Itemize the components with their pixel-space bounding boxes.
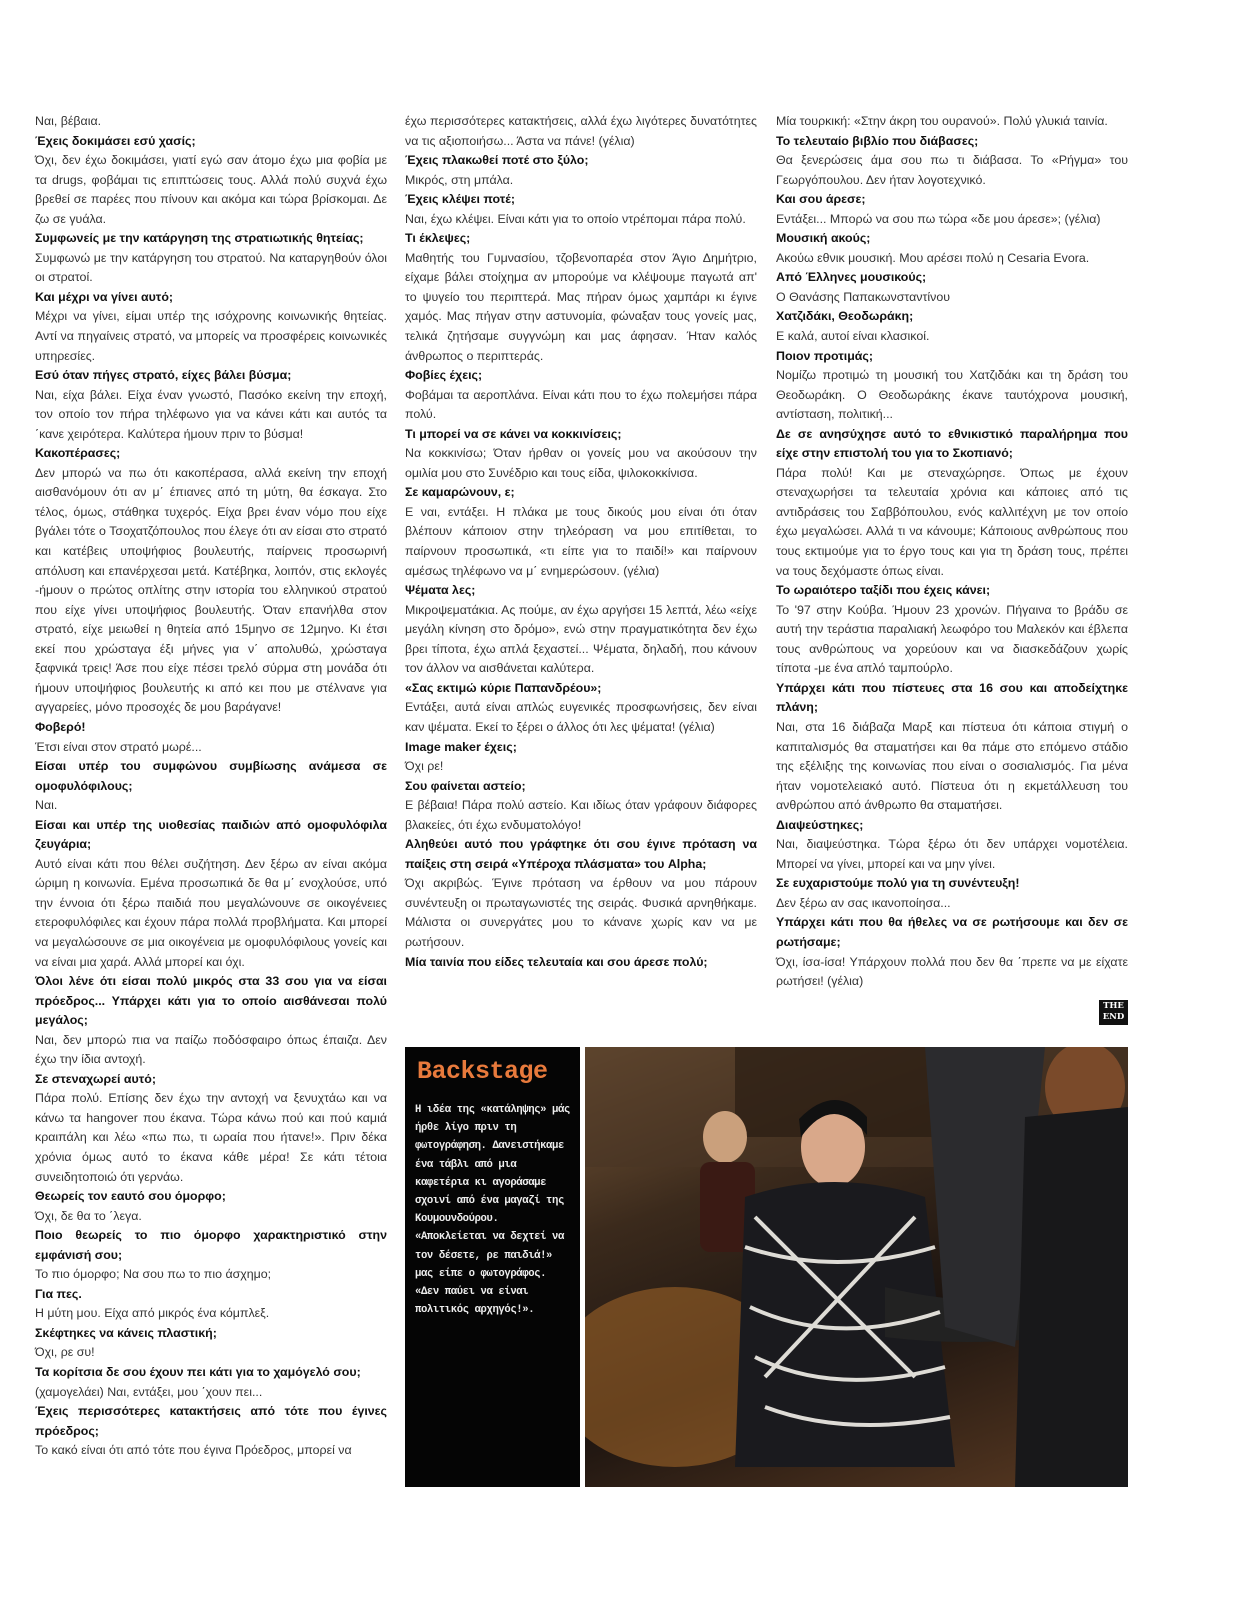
article-column-1	[35, 112, 387, 1461]
interview-question: Θεωρείς τον εαυτό σου όμορφο;	[35, 1189, 226, 1204]
interview-question: Σε στεναχωρεί αυτό;	[35, 1071, 156, 1086]
interview-answer: Ναι, δεν μπορώ πια να παίζω ποδόσφαιρο όπως έπαιζα. Δεν έχω την ίδια αντοχή.	[35, 1032, 387, 1067]
interview-question: Σε ευχαριστούμε πολύ για τη συνέντευξη!	[776, 876, 1020, 891]
interview-question: Έχεις πλακωθεί ποτέ στο ξύλο;	[405, 153, 589, 168]
interview-answer: Να κοκκινίσω; Όταν ήρθαν οι γονείς μου να ακούσουν την ομιλία μου στο Συνέδριο και τους είδα, ψιλοκοκκίνισα.	[405, 446, 757, 480]
interview-answer: Όχι, ρε συ!	[35, 1345, 95, 1360]
interview-answer: Ναι.	[35, 798, 58, 813]
interview-question: Υπάρχει κάτι που θα ήθελες να σε ρωτήσουμε και δεν σε ρωτήσαμε;	[776, 915, 1128, 949]
interview-answer: Νομίζω προτιμώ τη μουσική του Χατζιδάκι και τη δράση του Θεοδωράκη. Ο Θεοδωράκης έκανε ταυτόχρονα μουσική, αντίσταση, πολιτική...	[776, 368, 1128, 422]
interview-answer: Το κακό είναι ότι από τότε που έγινα Πρόεδρος, μπορεί να	[35, 1443, 352, 1458]
interview-question: Έχεις κλέψει ποτέ;	[405, 192, 516, 207]
interview-answer: Πάρα πολύ. Επίσης δεν έχω την αντοχή να ξενυχτάω και να κάνω τα hangover που έκανα. Τώρα κάνω πού και πού καμιά κραιπάλη και λέω «πω πω, τι ωραία που ήτανε!». Πριν δέκα χρόνια όμως αυτό το έκανα κάθε μέρα! Σε κάτι τέτοια συνειδητοποιώ ότι γερνάω.	[35, 1091, 387, 1184]
interview-answer: Το '97 στην Κούβα. Ήμουν 23 χρονών. Πήγαινα το βράδυ σε αυτή την τεράστια παραλιακή λεωφόρο του Μαλεκόν και έβλεπα τους ανθρώπους να χορεύουν και να διασκεδάζουν χωρίς τίποτα -με ένα απλό ταμπούρλο.	[776, 602, 1128, 676]
interview-question: Κακοπέρασες;	[35, 446, 121, 461]
interview-question: Το ωραιότερο ταξίδι που έχεις κάνει;	[776, 583, 991, 598]
end-logo-line1: THE	[1103, 1001, 1124, 1011]
interview-answer: Ναι, έχω κλέψει. Είναι κάτι για το οποίο ντρέπομαι πάρα πολύ.	[405, 211, 746, 226]
interview-question: Έχεις περισσότερες κατακτήσεις από τότε που έγινες πρόεδρος;	[35, 1404, 387, 1438]
interview-answer: Μικροψεματάκια. Ας πούμε, αν έχω αργήσει 15 λεπτά, λέω «είχε μεγάλη κίνηση στο δρόμο», ενώ στην πραγματικότητα δεν έχω βρει τίποτα, έχω απλά ξεχαστεί... Ψέματα, δηλαδή, που κάνουν τον άλλον να αισθάνεται καλύτερα.	[405, 602, 757, 676]
interview-question: Είσαι υπέρ του συμφώνου συμβίωσης ανάμεσα σε ομοφυλόφιλους;	[35, 759, 387, 793]
interview-answer: Ναι, βέβαια.	[35, 114, 102, 128]
interview-answer: Η μύτη μου. Είχα από μικρός ένα κόμπλεξ.	[35, 1306, 270, 1321]
interview-question: «Σας εκτιμώ κύριε Παπανδρέου»;	[405, 680, 602, 695]
backstage-title: Backstage	[417, 1057, 548, 1086]
interview-question: Τι έκλεψες;	[405, 231, 471, 246]
interview-question: Το τελευταίο βιβλίο που διάβασες;	[776, 133, 979, 148]
interview-answer: Ναι, είχα βάλει. Είχα έναν γνωστό, Πασόκο εκείνη την εποχή, τον οποίο τον πήρα τηλέφωνο για να κάνει κάτι και αυτός τα ΄κανε χειρότερα. Καλύτερα ήμουν πριν το βύσμα!	[35, 387, 387, 441]
interview-answer: Συμφωνώ με την κατάργηση του στρατού. Να καταργηθούν όλοι οι στρατοί.	[35, 250, 387, 285]
interview-answer: Φοβάμαι τα αεροπλάνα. Είναι κάτι που το έχω πολεμήσει πάρα πολύ.	[405, 387, 757, 422]
interview-answer: Αυτό είναι κάτι που θέλει συζήτηση. Δεν ξέρω αν είναι ακόμα ώριμη η κοινωνία. Εμένα προσωπικά δε θα μ΄ ενοχλούσε, υπό την έννοια ότι ξέρω παιδιά που μεγαλώνουνε σε οικογένειες ετεροφυλόφιλες και έχουν πάρα πολλά προβλήματα. Και μπορεί να μεγαλώσουνε σε μια οικογένεια με ομοφυλόφιλους γονείς και να είναι μια χαρά. Αλλά μπορεί και όχι.	[35, 856, 387, 969]
interview-question: Συμφωνείς με την κατάργηση της στρατιωτικής θητείας;	[35, 231, 364, 246]
interview-question: Τι μπορεί να σε κάνει να κοκκινίσεις;	[405, 426, 622, 441]
interview-answer: Μαθητής του Γυμνασίου, τζοβενοπαρέα στον Άγιο Δημήτριο, είχαμε βάλει στοίχημα αν μπορούμε να κλέψουμε παγωτά απ' το ψυγείο του περιπτερά. Μας πήραν όμως χαμπάρι κι έγινε χαμός. Μας πήγαν στην αστυνομία, φώναξαν τους γονείς μας, τελικά ζητήσαμε συγγνώμη και μας άφησαν. Ήταν καλός άνθρωπος ο περιπτεράς.	[405, 250, 757, 363]
interview-answer: Ναι, στα 16 διάβαζα Μαρξ και πίστευα ότι κάποια στιγμή ο καπιταλισμός θα σταματήσει και θα πάμε στο επόμενο στάδιο της εξέλιξης της κοινωνίας που είναι ο σοσιαλισμός. Για μένα ήταν νομοτελειακό αυτό. Πίστευα ότι η εκμετάλλευση του ανθρώπου από άνθρωπο θα σταματήσει.	[776, 719, 1128, 813]
interview-answer: Εντάξει, αυτά είναι απλώς ευγενικές προσφωνήσεις, δεν είναι καν ψέματα. Εκεί το ξέρει ο άλλος ότι λες ψέματα! (γέλια)	[405, 700, 757, 734]
interview-question: Και μέχρι να γίνει αυτό;	[35, 289, 174, 304]
interview-answer: Δεν ξέρω αν σας ικανοποίησα...	[776, 895, 951, 910]
interview-answer: Όχι ρε!	[405, 759, 444, 774]
interview-answer: Ακούω εθνικ μουσική. Μου αρέσει πολύ η Cesaria Evora.	[776, 250, 1090, 265]
interview-question: Φοβερό!	[35, 719, 86, 734]
backstage-text: Η ιδέα της «κατάληψης» μάς ήρθε λίγο πριν τη φωτογράφηση. Δανειστήκαμε ένα τάβλι από μια καφετέρια κι αγοράσαμε σχοινί από ένα μαγαζί της Κουμουνδούρου. «Αποκλείεται να δεχτεί να τον δέσετε, ρε παιδιά!» μας είπε ο φωτογράφος. «Δεν παύει να είναι πολιτικός αρχηγός!».	[415, 1104, 570, 1317]
interview-answer: Το πιο όμορφο; Να σου πω το πιο άσχημο;	[35, 1267, 272, 1282]
interview-question: Εσύ όταν πήγες στρατό, είχες βάλει βύσμα;	[35, 368, 292, 383]
interview-answer: Μέχρι να γίνει, είμαι υπέρ της ισόχρονης κοινωνικής θητείας. Αντί να πηγαίνεις στρατό, να μπορείς να προσφέρεις κοινωνικές υπηρεσίες.	[35, 309, 387, 363]
interview-question: Για πες.	[35, 1286, 82, 1301]
interview-question: Υπάρχει κάτι που πίστευες στα 16 σου και αποδείχτηκε πλάνη;	[776, 680, 1128, 715]
interview-answer: (χαμογελάει) Ναι, εντάξει, μου ΄χουν πει...	[35, 1384, 263, 1399]
interview-answer: Θα ξενερώσεις άμα σου πω τι διάβασα. Το «Ρήγμα» του Γεωργόπουλου. Δεν ήταν λογοτεχνικό.	[776, 153, 1128, 187]
interview-answer: Ε ναι, εντάξει. Η πλάκα με τους δικούς μου είναι ότι όταν βλέπουν κάποιον στην τηλεόραση να μου επιτίθεται, το παίρνουν προσωπικά, «τι είπε για το παιδί!» και παίρνουν αμέσως τηλέφωνο να μ΄ ενημερώσουν. (γέλια)	[405, 504, 757, 578]
interview-question: Σκέφτηκες να κάνεις πλαστική;	[35, 1325, 217, 1340]
interview-question: Διαψεύστηκες;	[776, 817, 864, 832]
interview-question: Μία ταινία που είδες τελευταία και σου άρεσε πολύ;	[405, 954, 708, 969]
interview-question: Τα κορίτσια δε σου έχουν πει κάτι για το χαμόγελό σου;	[35, 1365, 361, 1379]
interview-answer: Ε καλά, αυτοί είναι κλασικοί.	[776, 329, 930, 344]
interview-answer: Ε βέβαια! Πάρα πολύ αστείο. Και ιδίως όταν γράφουν διάφορες βλακείες, ότι έχω ενδυματολόγο!	[405, 798, 757, 832]
the-end-logo	[1099, 1000, 1128, 1025]
interview-answer: Έτσι είναι στον στρατό μωρέ...	[35, 739, 202, 754]
interview-answer: Μία τουρκική: «Στην άκρη του ουρανού». Πολύ γλυκιά ταινία.	[776, 114, 1108, 128]
end-logo-line2: END	[1102, 1012, 1125, 1022]
interview-answer: Πάρα πολύ! Και με στεναχώρησε. Όπως με έχουν στεναχωρήσει τα τελευταία χρόνια και κάποιες από τις αντιδράσεις του Σαββόπουλου, ενός καλλιτέχνη με τον οποίο έχω μεγαλώσει. Αλλά τι να κάνουμε; Κάποιους ανθρώπους που τους εκτιμούμε για το έργο τους και για τη δράση τους, πρέπει να τους δεχόμαστε όπως είναι.	[776, 465, 1128, 578]
interview-question: Φοβίες έχεις;	[405, 368, 483, 383]
interview-answer: Όχι, ίσα-ίσα! Υπάρχουν πολλά που δεν θα ΄πρεπε να με είχατε ρωτήσει! (γέλια)	[776, 954, 1128, 989]
article-column-3	[776, 112, 1128, 992]
interview-question: Ψέματα λες;	[405, 583, 476, 598]
interview-question: Δε σε ανησύχησε αυτό το εθνικιστικό παραλήρημα που είχε στην επιστολή του για το Σκοπιανό;	[776, 426, 1128, 461]
interview-answer: Ναι, διαψεύστηκα. Τώρα ξέρω ότι δεν υπάρχει νομοτέλεια. Μπορεί να γίνει, μπορεί και να μην γίνει.	[776, 837, 1128, 871]
photo-illustration	[585, 1047, 1128, 1487]
interview-question: Έχεις δοκιμάσει εσύ χασίς;	[35, 133, 196, 148]
interview-answer: Εντάξει... Μπορώ να σου πω τώρα «δε μου άρεσε»; (γέλια)	[776, 211, 1101, 226]
interview-question: Όλοι λένε ότι είσαι πολύ μικρός στα 33 σου για να είσαι πρόεδρος... Υπάρχει κάτι για το οποίο αισθάνεσαι πολύ μεγάλος;	[35, 974, 387, 1028]
interview-question: Από Έλληνες μουσικούς;	[776, 270, 927, 285]
interview-question: Σε καμαρώνουν, ε;	[405, 485, 515, 500]
interview-question: Σου φαίνεται αστείο;	[405, 778, 526, 793]
article-column-2	[405, 112, 757, 972]
backstage-photo	[585, 1047, 1128, 1487]
interview-answer: Δεν μπορώ να πω ότι κακοπέρασα, αλλά εκείνη την εποχή αισθανόμουν ότι αν μ΄ έπιανες από τη μύτη, θα έσκαγα. Στο τέλος, όμως, στάθηκα τυχερός. Είχα βρει έναν νόμο που είχε βγάλει τότε ο Τσοχατζόπουλος που έλεγε ότι αν είσαι στο στρατό και κατέβεις υποψήφιος βουλευτής, παίρνεις προσωρινή απόλυση και επανέρχεσαι μετά. Κατέβηκα, λοιπόν, στις εκλογές -ήμουν ο πρώτος οπλίτης στην ιστορία του ελληνικού στρατού που είχε γίνει υποψήφιος βουλευτής. Όταν επανήλθα στον στρατό, είχε μειωθεί η θητεία από 15μηνο σε 12μηνο. Κι έτσι εκεί που χρώσταγα έξι μήνες για ν΄ απολυθώ, χρώσταγα ξαφνικά τρεις! Άσε που είχε πέσει τρελό σύρμα στη μονάδα ότι ήμουν υποψήφιος βουλευτής κι από κει που με στέλνανε για αγγαρείες, μόνο προσοχές δε μου βαράγανε!	[35, 465, 387, 715]
interview-question: Ποιον προτιμάς;	[776, 348, 873, 363]
interview-answer: Ο Θανάσης Παπακωνσταντίνου	[776, 289, 950, 304]
interview-answer: Μικρός, στη μπάλα.	[405, 172, 514, 187]
interview-question: Ποιο θεωρείς το πιο όμορφο χαρακτηριστικό στην εμφάνισή σου;	[35, 1228, 387, 1262]
interview-answer: έχω περισσότερες κατακτήσεις, αλλά έχω λιγότερες δυνατότητες να τις αξιοποιήσω... Άστα να πάνε! (γέλια)	[405, 114, 757, 148]
interview-answer: Όχι ακριβώς. Έγινε πρόταση να έρθουν να μου πάρουν συνέντευξη οι πρωταγωνιστές της σειράς. Φυσικά αρνηθήκαμε. Μάλιστα οι συνεργάτες μου το κάνανε χωρίς καν να με ρωτήσουν.	[405, 876, 757, 949]
interview-question: Χατζιδάκι, Θεοδωράκη;	[776, 309, 914, 324]
interview-answer: Όχι, δε θα το ΄λεγα.	[35, 1208, 142, 1223]
backstage-sidebar	[405, 1047, 580, 1487]
interview-answer: Όχι, δεν έχω δοκιμάσει, γιατί εγώ σαν άτομο έχω μια φοβία με τα drugs, φοβάμαι τις επιπτώσεις τους. Αλλά πολύ συχνά έχω βρεθεί σε παρέες που πίνουν και ακόμα και τώρα βρίσκομαι. Δε ζω σε γυάλα.	[35, 153, 387, 226]
interview-question: Αληθεύει αυτό που γράφτηκε ότι σου έγινε πρόταση να παίξεις στη σειρά «Υπέροχα πλάσματα» του Alpha;	[405, 837, 757, 871]
interview-question: Είσαι και υπέρ της υιοθεσίας παιδιών από ομοφυλόφιλα ζευγάρια;	[35, 817, 387, 852]
interview-question: Image maker έχεις;	[405, 739, 517, 754]
interview-question: Και σου άρεσε;	[776, 192, 866, 207]
interview-question: Μουσική ακούς;	[776, 231, 871, 246]
